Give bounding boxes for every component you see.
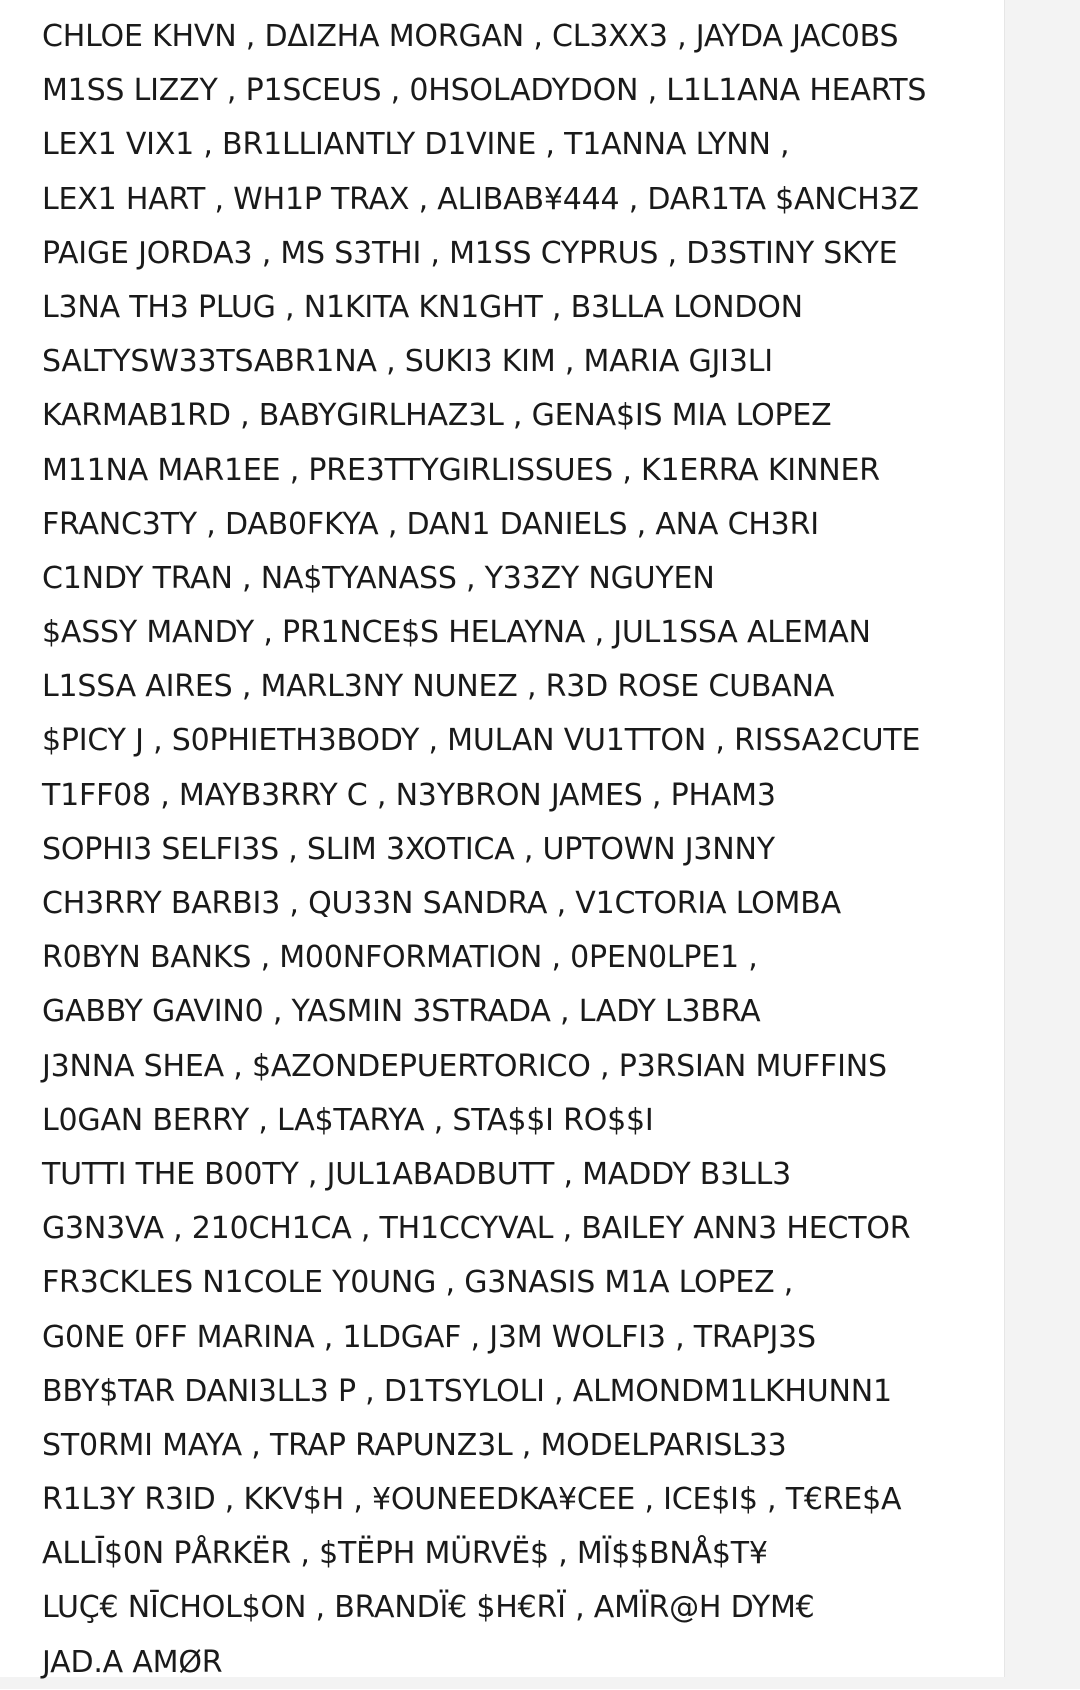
name-line: FRANC3TY , DAB0FKYA , DAN1 DANIELS , ANA CH3RI: [42, 506, 819, 542]
name-line: R0BYN BANKS , M00NFORMATION , 0PEN0LPE1 ,: [42, 940, 758, 976]
name-line: $PICY J , S0PHIETH3BODY , MULAN VU1TTON , RISSA2CUTE: [42, 723, 921, 759]
name-line: TUTTI THE B00TY , JUL1ABADBUTT , MADDY B3LL3: [42, 1156, 791, 1192]
name-line: LEX1 HART , WH1P TRAX , ALIBAB¥444 , DAR1TA $ANCH3Z: [42, 181, 919, 217]
name-line: PAIGE JORDA3 , MS S3THI , M1SS CYPRUS , D3STINY SKYE: [42, 235, 898, 271]
name-line: L3NA TH3 PLUG , N1KITA KN1GHT , B3LLA LONDON: [42, 289, 803, 325]
page-margin-strip: [1004, 0, 1080, 1689]
name-line: ST0RMI MAYA , TRAP RAPUNZ3L , MODELPARISL33: [42, 1427, 787, 1463]
name-line: C1NDY TRAN , NA$TYANASS , Y33ZY NGUYEN: [42, 560, 715, 596]
name-line: M1SS LIZZY , P1SCEUS , 0HSOLADYDON , L1L1ANA HEARTS: [42, 73, 927, 109]
name-line: SALTYSW33TSABR1NA , SUKI3 KIM , MARIA GJI3LI: [42, 344, 773, 380]
name-line: JAD.A AMØR: [42, 1644, 223, 1680]
name-line: KARMAB1RD , BABYGIRLHAZ3L , GENA$IS MIA LOPEZ: [42, 398, 832, 434]
name-line: R1L3Y R3ID , KKV$H , ¥OUNEEDKA¥CEE , ICE$I$ , T€RE$A: [42, 1482, 902, 1518]
name-line: T1FF08 , MAYB3RRY C , N3YBRON JAMES , PHAM3: [42, 777, 776, 813]
name-line: L1SSA AIRES , MARL3NY NUNEZ , R3D ROSE CUBANA: [42, 669, 835, 705]
name-line: $ASSY MANDY , PR1NCE$S HELAYNA , JUL1SSA ALEMAN: [42, 615, 871, 651]
name-line: G3N3VA , 210CH1CA , TH1CCYVAL , BAILEY ANN3 HECTOR: [42, 1211, 911, 1247]
name-line: M11NA MAR1EE , PRE3TTYGIRLISSUES , K1ERRA KINNER: [42, 452, 880, 488]
name-line: G0NE 0FF MARINA , 1LDGAF , J3M WOLFI3 , TRAPJ3S: [42, 1319, 816, 1355]
name-line: GABBY GAVIN0 , YASMIN 3STRADA , LADY L3BRA: [42, 994, 761, 1030]
name-line: LEX1 VIX1 , BR1LLIANTLY D1VINE , T1ANNA LYNN ,: [42, 127, 790, 163]
name-line: J3NNA SHEA , $AZONDEPUERTORICO , P3RSIAN MUFFINS: [42, 1048, 887, 1084]
name-line: CHLOE KHVN , DΔIZHA MORGAN , CL3XX3 , JAYDA JAC0BS: [42, 19, 899, 54]
name-line: ALLĪ$0N PÅRKËR , $TËPH MÜRVË$ , MÏ$$BNÅ$T¥: [42, 1536, 768, 1572]
name-line: LUÇ€ NĪCHOL$ON , BRANDÏ€ $H€RÏ , AMÏR@H DYM€: [42, 1590, 815, 1626]
name-list: [42, 10, 926, 1690]
name-line: SOPHI3 SELFI3S , SLIM 3XOTICA , UPTOWN J3NNY: [42, 831, 775, 867]
name-line: L0GAN BERRY , LA$TARYA , STA$$I RO$$I: [42, 1102, 654, 1138]
name-line: CH3RRY BARBI3 , QU33N SANDRA , V1CTORIA LOMBA: [42, 886, 841, 921]
name-line: FR3CKLES N1COLE Y0UNG , G3NASIS M1A LOPEZ ,: [42, 1265, 794, 1301]
name-line: BBY$TAR DANI3LL3 P , D1TSYLOLI , ALMONDM1LKHUNN1: [42, 1373, 892, 1409]
